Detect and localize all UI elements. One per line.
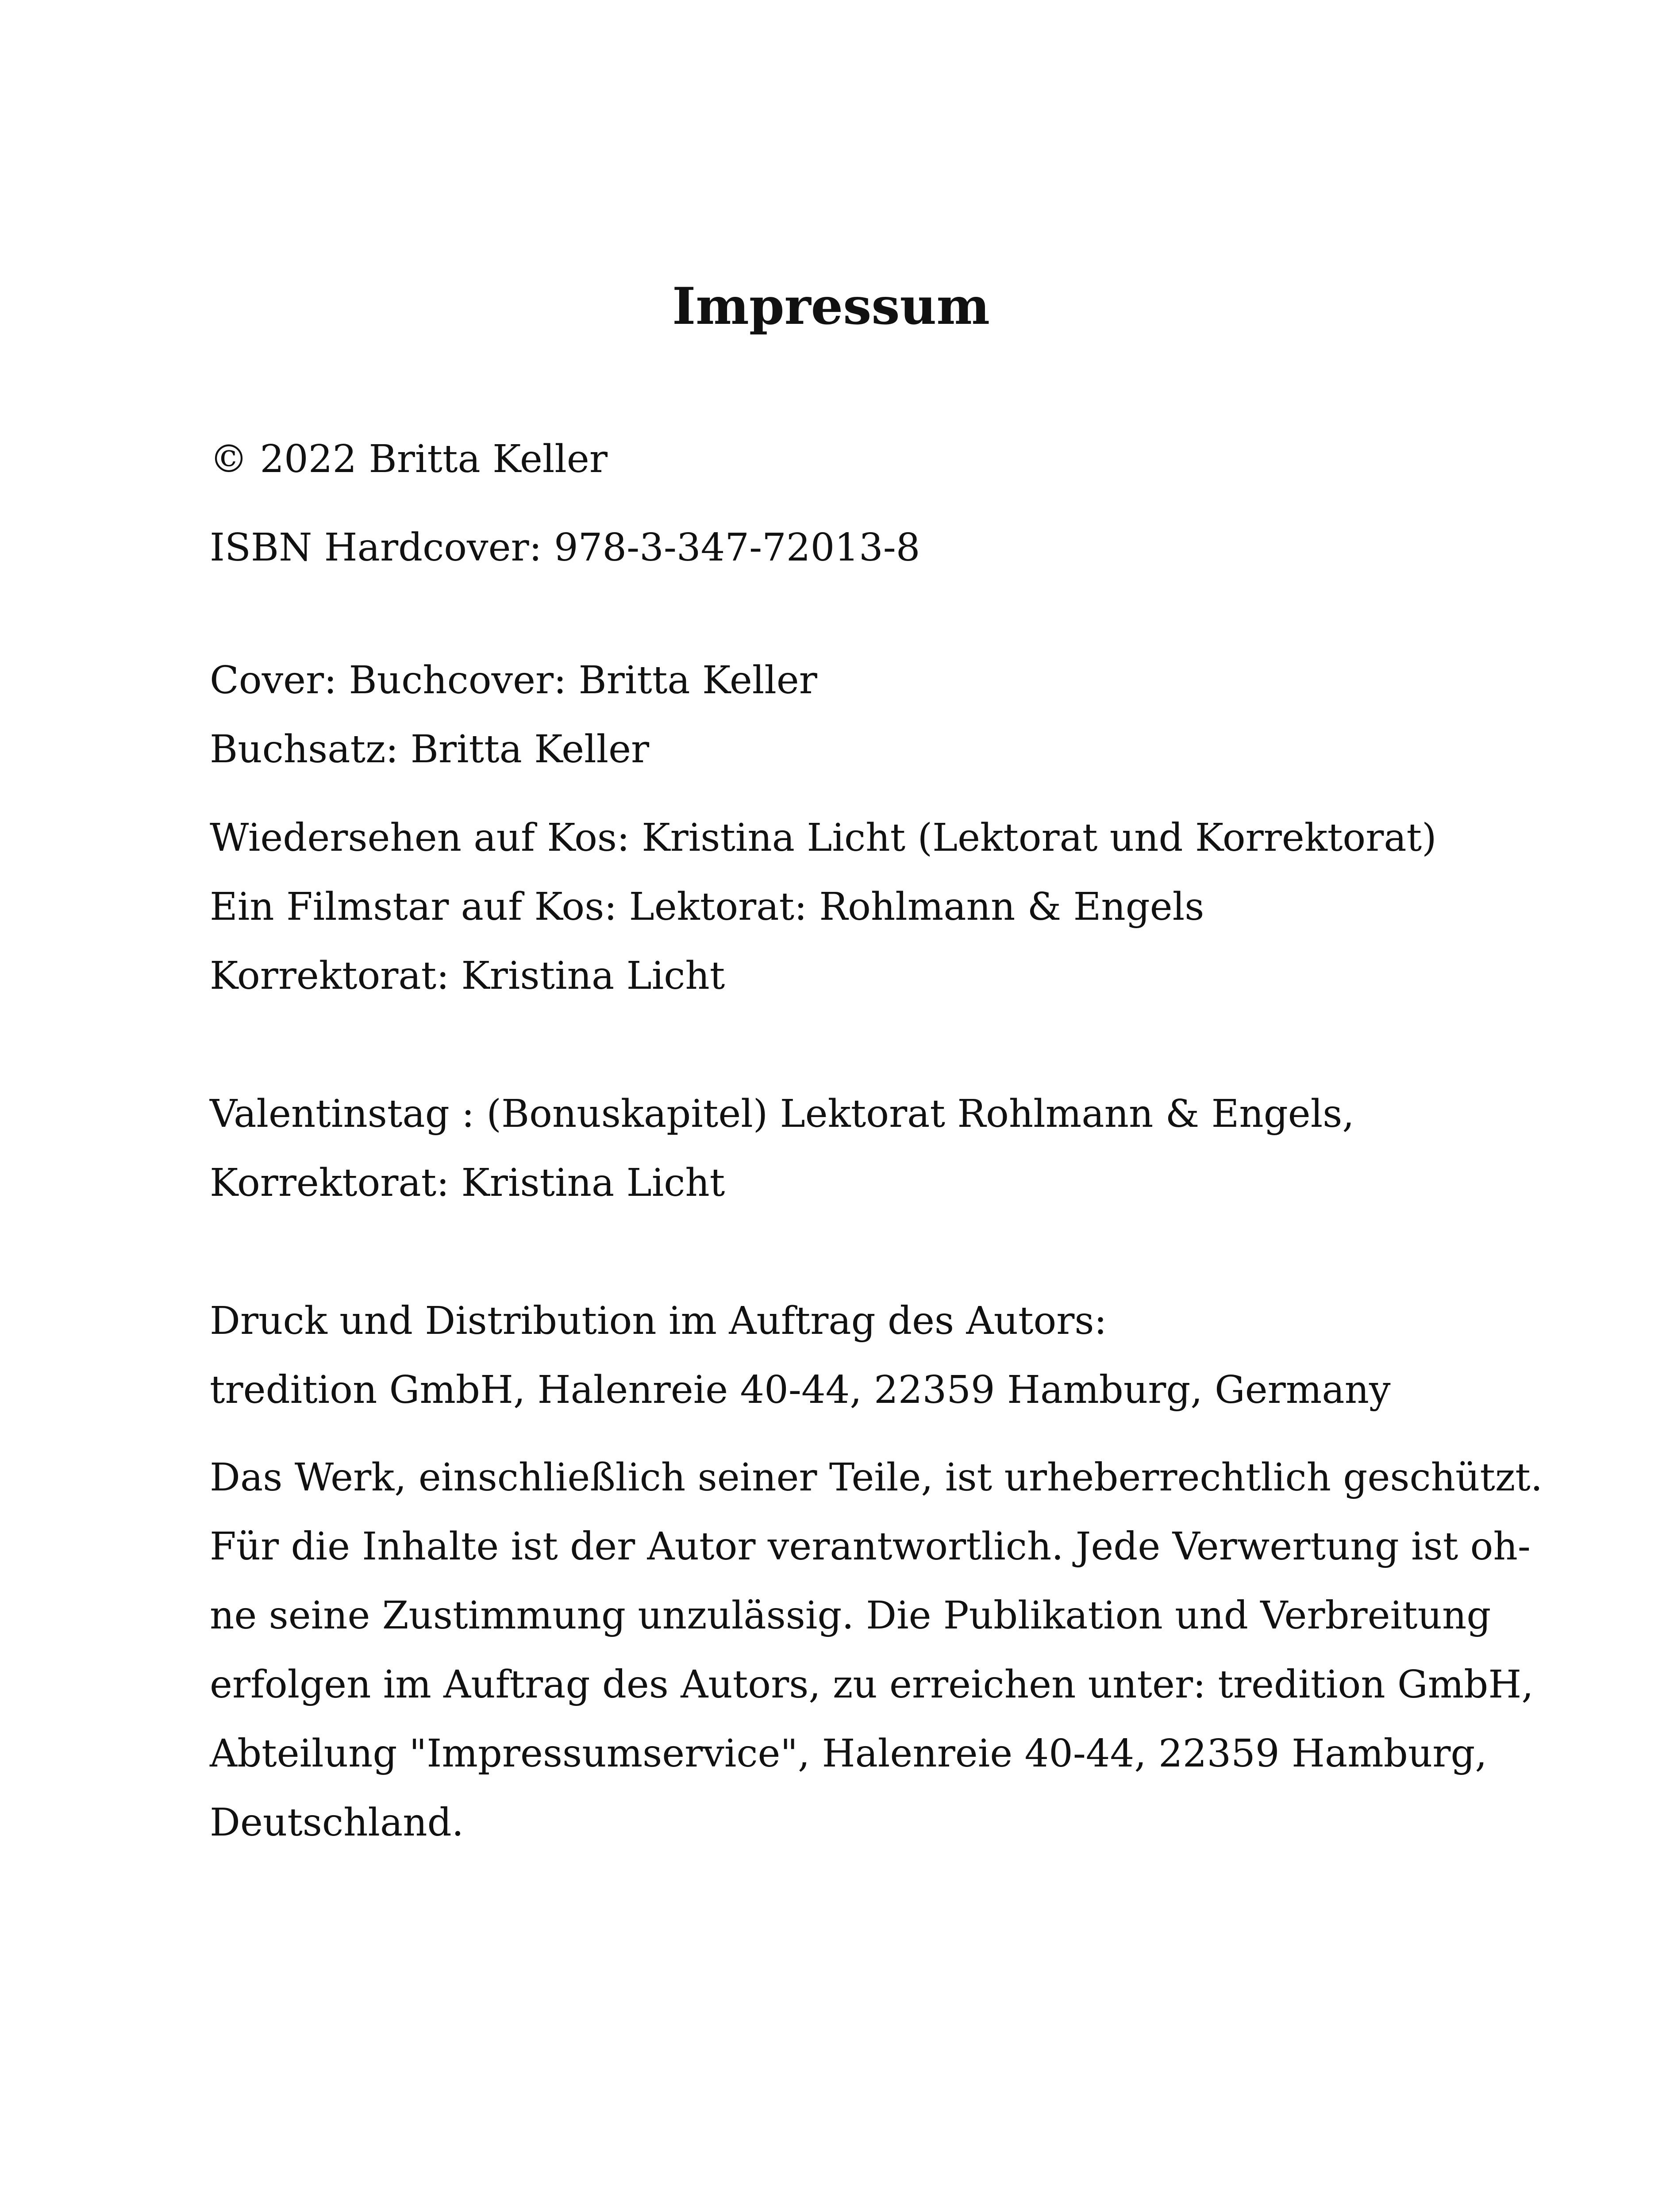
editing-credit-line: Ein Filmstar auf Kos: Lektorat: Rohlmann & Engels [210, 885, 1204, 929]
legal-notice-line: erfolgen im Auftrag des Autors, zu erreichen unter: tredition GmbH, [210, 1663, 1534, 1707]
bonus-credit-line: Korrektorat: Kristina Licht [210, 1161, 725, 1205]
legal-notice-line: Deutschland. [210, 1801, 464, 1845]
typesetting-credit: Buchsatz: Britta Keller [210, 727, 650, 772]
legal-notice-line: Das Werk, einschließlich seiner Teile, ist urheberrechtlich geschützt. [210, 1455, 1543, 1500]
legal-notice-line: Für die Inhalte ist der Autor verantwortlich. Jede Verwertung ist oh- [210, 1525, 1531, 1569]
copyright-line: © 2022 Britta Keller [210, 437, 608, 481]
bonus-credit-line: Valentinstag : (Bonuskapitel) Lektorat Rohlmann & Engels, [210, 1092, 1354, 1136]
distribution-line: Druck und Distribution im Auftrag des Autors: [210, 1299, 1107, 1343]
legal-notice-line: Abteilung "Impressumservice", Halenreie 40-44, 22359 Hamburg, [210, 1732, 1487, 1776]
cover-credit: Cover: Buchcover: Britta Keller [210, 658, 817, 703]
editing-credit-line: Korrektorat: Kristina Licht [210, 954, 725, 998]
page-title: Impressum [672, 276, 990, 336]
editing-credit-line: Wiedersehen auf Kos: Kristina Licht (Lektorat und Korrektorat) [210, 816, 1437, 860]
distribution-address: tredition GmbH, Halenreie 40-44, 22359 Hamburg, Germany [210, 1368, 1391, 1412]
legal-notice-line: ne seine Zustimmung unzulässig. Die Publikation und Verbreitung [210, 1594, 1491, 1638]
isbn-line: ISBN Hardcover: 978-3-347-72013-8 [210, 526, 920, 570]
